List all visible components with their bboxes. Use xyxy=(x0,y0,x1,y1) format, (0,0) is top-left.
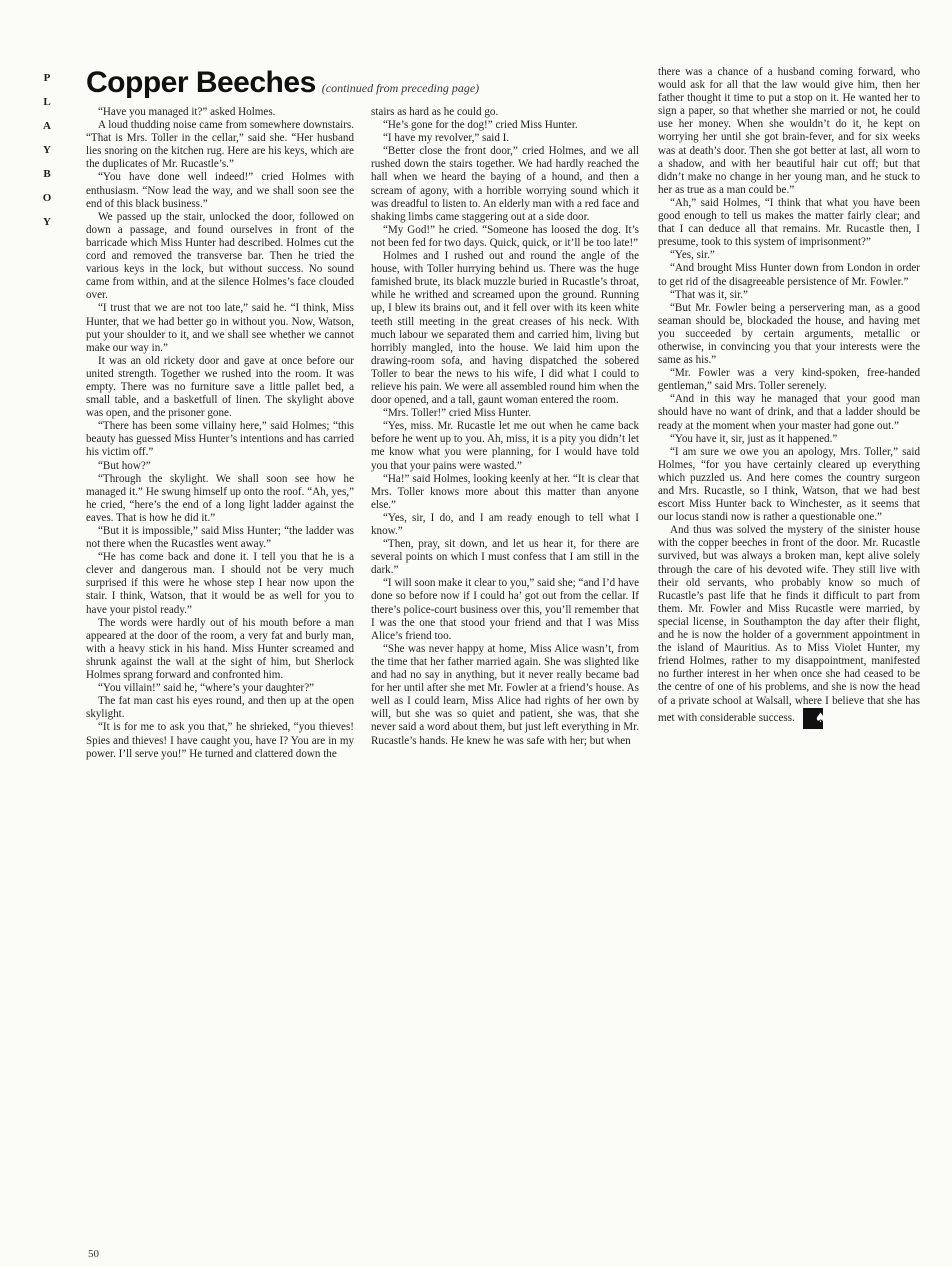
paragraph: “There has been some villainy here,” said Holmes; “this beauty has guessed Miss Hunter’s intentions and has carried his victim off.” xyxy=(86,420,354,459)
paragraph: “Have you managed it?” asked Holmes. xyxy=(98,106,276,118)
magazine-side-label xyxy=(40,66,54,234)
side-label-letter: Y xyxy=(43,144,51,156)
paragraph: “Yes, sir.” xyxy=(670,249,715,262)
continuation-note: (continued from preceding page) xyxy=(321,81,480,95)
paragraph: “He has come back and done it. I tell you that he is a clever and dangerous man. I should not be very much surprised if this were he whose step I hear now upon the stair. I think, Watson, that it would be as well for you to have your pistol ready.” xyxy=(86,551,354,616)
side-label-letter: Y xyxy=(43,216,51,228)
paragraph: Holmes and I rushed out and round the angle of the house, with Toller hurrying behind us. There was the huge famished brute, its black muzzle buried in Rucastle’s throat, while he writhed and screamed upon the ground. Running up, I blew its brains out, and it fell over with its keen white teeth still meeting in the great creases of his neck. With much labour we separated them and carried him, living but horribly mangled, into the house. We laid him upon the drawing-room sofa, and having dispatched the sobered Toller to bear the news to his wife, I did what I could to relieve his pain. We were all assembled round him when the door opened, and a tall, gaunt woman entered the room. xyxy=(371,250,639,407)
paragraph: We passed up the stair, unlocked the door, followed on down a passage, and found ourselves in front of the barricade which Miss Hunter had described. Holmes cut the cord and removed the transverse bar. Then he tried the various keys in the lock, but without success. No sound came from within, and at the silence Holmes’s face clouded over. xyxy=(86,210,354,302)
paragraph: “You have it, sir, just as it happened.” xyxy=(670,432,838,445)
article-title: Copper Beeches xyxy=(86,66,316,99)
paragraph: “She was never happy at home, Miss Alice wasn’t, from the time that her father married again. She was slighted like and had no say in anything, but it never really became bad for her until after she met Mr. Fowler at a friend’s house. As well as I could learn, Miss Alice had rights of her own by will, but she was so quiet and patient, she was, that she never said a word about them, but just left everything in Mr. Rucastle’s hands. He knew he was safe with her; but when xyxy=(371,642,639,747)
paragraph: “And in this way he managed that your good man should have no want of drink, and that a ladder should be ready at the moment when your master had gone out.” xyxy=(658,393,920,432)
paragraph: “Ah,” said Holmes, “I think that what you have been good enough to tell us makes the matter fairly clear; and that I can deduce all that remains. Mr. Rucastle then, I presume, took to this system of imprisonment?” xyxy=(658,196,920,249)
paragraph: “Ha!” said Holmes, looking keenly at her. “It is clear that Mrs. Toller knows more about this matter than anyone else.” xyxy=(371,472,639,511)
paragraph: stairs as hard as he could go. xyxy=(371,106,499,118)
article-header xyxy=(86,66,646,102)
side-label-letter: A xyxy=(43,120,51,132)
playboy-bunny-icon: ♠ xyxy=(803,708,823,729)
side-label-letter: L xyxy=(43,96,51,108)
paragraph: “And brought Miss Hunter down from London in order to get rid of the disagreeable persistence of Mr. Fowler.” xyxy=(658,262,920,288)
page-number: 50 xyxy=(88,1248,99,1260)
paragraph: “Mr. Fowler was a very kind-spoken, free-handed gentleman,” said Mrs. Toller serenely. xyxy=(658,367,920,393)
paragraph: It was an old rickety door and gave at once before our united strength. Together we rushed into the room. It was empty. There was no furniture save a little pallet bed, a small table, and a basketfull of linen. The skylight above was open, and the prisoner gone. xyxy=(86,354,354,420)
paragraph: “But it is impossible,” said Miss Hunter; “the ladder was not there when the Rucastles went away.” xyxy=(86,525,354,551)
paragraph: “I will soon make it clear to you,” said she; “and I’d have done so before now if I could ha’ got out from the cellar. If there’s police-court business over this, you’ll remember that I was the one that stood your friend and that I was Miss Alice’s friend too. xyxy=(371,577,639,642)
text-column-3 xyxy=(658,66,920,1241)
paragraph: “Mrs. Toller!” cried Miss Hunter. xyxy=(383,407,532,420)
text-column-1 xyxy=(86,106,354,1241)
paragraph: “Yes, sir, I do, and I am ready enough to tell what I know.” xyxy=(371,511,639,537)
paragraph: “My God!” he cried. “Someone has loosed the dog. It’s not been fed for two days. Quick, quick, or it’ll be too late!” xyxy=(371,223,639,249)
side-label-letter: P xyxy=(43,72,51,84)
paragraph: “You have done well indeed!” cried Holmes with enthusiasm. “Now lead the way, and we shall soon see the end of this black business.” xyxy=(86,171,354,210)
paragraph: The fat man cast his eyes round, and then up at the open skylight. xyxy=(86,695,354,721)
side-label-letter: O xyxy=(42,192,52,204)
paragraph: “But how?” xyxy=(98,459,151,472)
paragraph: “That was it, sir.” xyxy=(670,288,748,301)
paragraph: “I am sure we owe you an apology, Mrs. Toller,” said Holmes, “for you have certainly cleared up everything which puzzled us. And here comes the country surgeon and Mrs. Rucastle, so I think, Watson, that we had best escort Miss Hunter back to Winchester, as it seems that our locus standi now is rather a questionable one.” xyxy=(658,445,920,524)
paragraph: “Then, pray, sit down, and let us hear it, for there are several points on which I must confess that I am still in the dark.” xyxy=(371,538,639,577)
paragraph: “Better close the front door,” cried Holmes, and we all rushed down the stairs together. We had hardly reached the hall when we heard the baying of a hound, and then a scream of agony, with a horrible worrying sound which it was dreadful to listen to. An elderly man with a red face and shaking limbs came staggering out at a side door. xyxy=(371,145,639,223)
paragraph: The words were hardly out of his mouth before a man appeared at the door of the room, a very fat and burly man, with a heavy stick in his hand. Miss Hunter screamed and shrunk against the wall at the sight of him, but Sherlock Holmes sprang forward and confronted him. xyxy=(86,616,354,682)
side-label-letter: B xyxy=(43,168,51,180)
paragraph: A loud thudding noise came from somewhere downstairs. “That is Mrs. Toller in the cellar,” said she. “Her husband lies snoring on the kitchen rug. Here are his keys, which are the duplicates of Mr. Rucastle’s.” xyxy=(86,119,354,171)
paragraph: “He’s gone for the dog!” cried Miss Hunter. xyxy=(383,119,578,132)
paragraph: “But Mr. Fowler being a perservering man, as a good seaman should be, blockaded the house, and having met you succeeded by certain arguments, metallic or otherwise, in convincing you that your interests were the same as his.” xyxy=(658,301,920,367)
paragraph: “It is for me to ask you that,” he shrieked, “you thieves! Spies and thieves! I have caught you, have I? You are in my power. I’ll serve you!” He turned and clattered down the xyxy=(86,721,354,760)
paragraph: “I trust that we are not too late,” said he. “I think, Miss Hunter, that we had better go in without you. Now, Watson, put your shoulder to it, and we shall see whether we cannot make our way in.” xyxy=(86,302,354,354)
paragraph: there was a chance of a husband coming forward, who would ask for all that the law would give him, then her father thought it time to put a stop on it. He wanted her to sign a paper, so that whether she married or not, he could use her money. When she wouldn’t do it, he kept on worrying her until she got brain-fever, and for six weeks was at death’s door. Then she got better at last, all worn to a shadow, and with her beautiful hair cut off; but that didn’t make no change in her young man, and he stuck to her as true as a man could be.” xyxy=(658,66,920,196)
paragraph: “Yes, miss. Mr. Rucastle let me out when he came back before he went up to you. Ah, miss, it is a pity you didn’t let me know what you were planning, for I would have told you that your pains were wasted.” xyxy=(371,420,639,472)
text-column-2 xyxy=(371,106,639,1241)
paragraph: And thus was solved the mystery of the sinister house with the copper beeches in front of the door. Mr. Rucastle survived, but was always a broken man, kept alive solely through the care of his devoted wife. They still live with their old servants, who probably know so much of Rucastle’s past life that he finds it difficult to part from them. Mr. Fowler and Miss Rucastle were married, by special license, in Southampton the day after their flight, and he is now the holder of a government appointment in the island of Mauritius. As to Miss Violet Hunter, my friend Holmes, rather to my disappointment, manifested no further interest in her when once she had ceased to be the centre of one of his problems, and she is now the head of a private school at Walsall, where I believe that she has met with considerable success. ♠ xyxy=(658,524,920,728)
paragraph: “I have my revolver,” said I. xyxy=(383,132,510,145)
paragraph: “Through the skylight. We shall soon see how he managed it.” He swung himself up onto the roof. “Ah, yes,” he cried, “here’s the end of a long light ladder against the eaves. That is how he did it.” xyxy=(86,472,354,524)
paragraph: “You villain!” said he, “where’s your daughter?” xyxy=(98,682,315,695)
